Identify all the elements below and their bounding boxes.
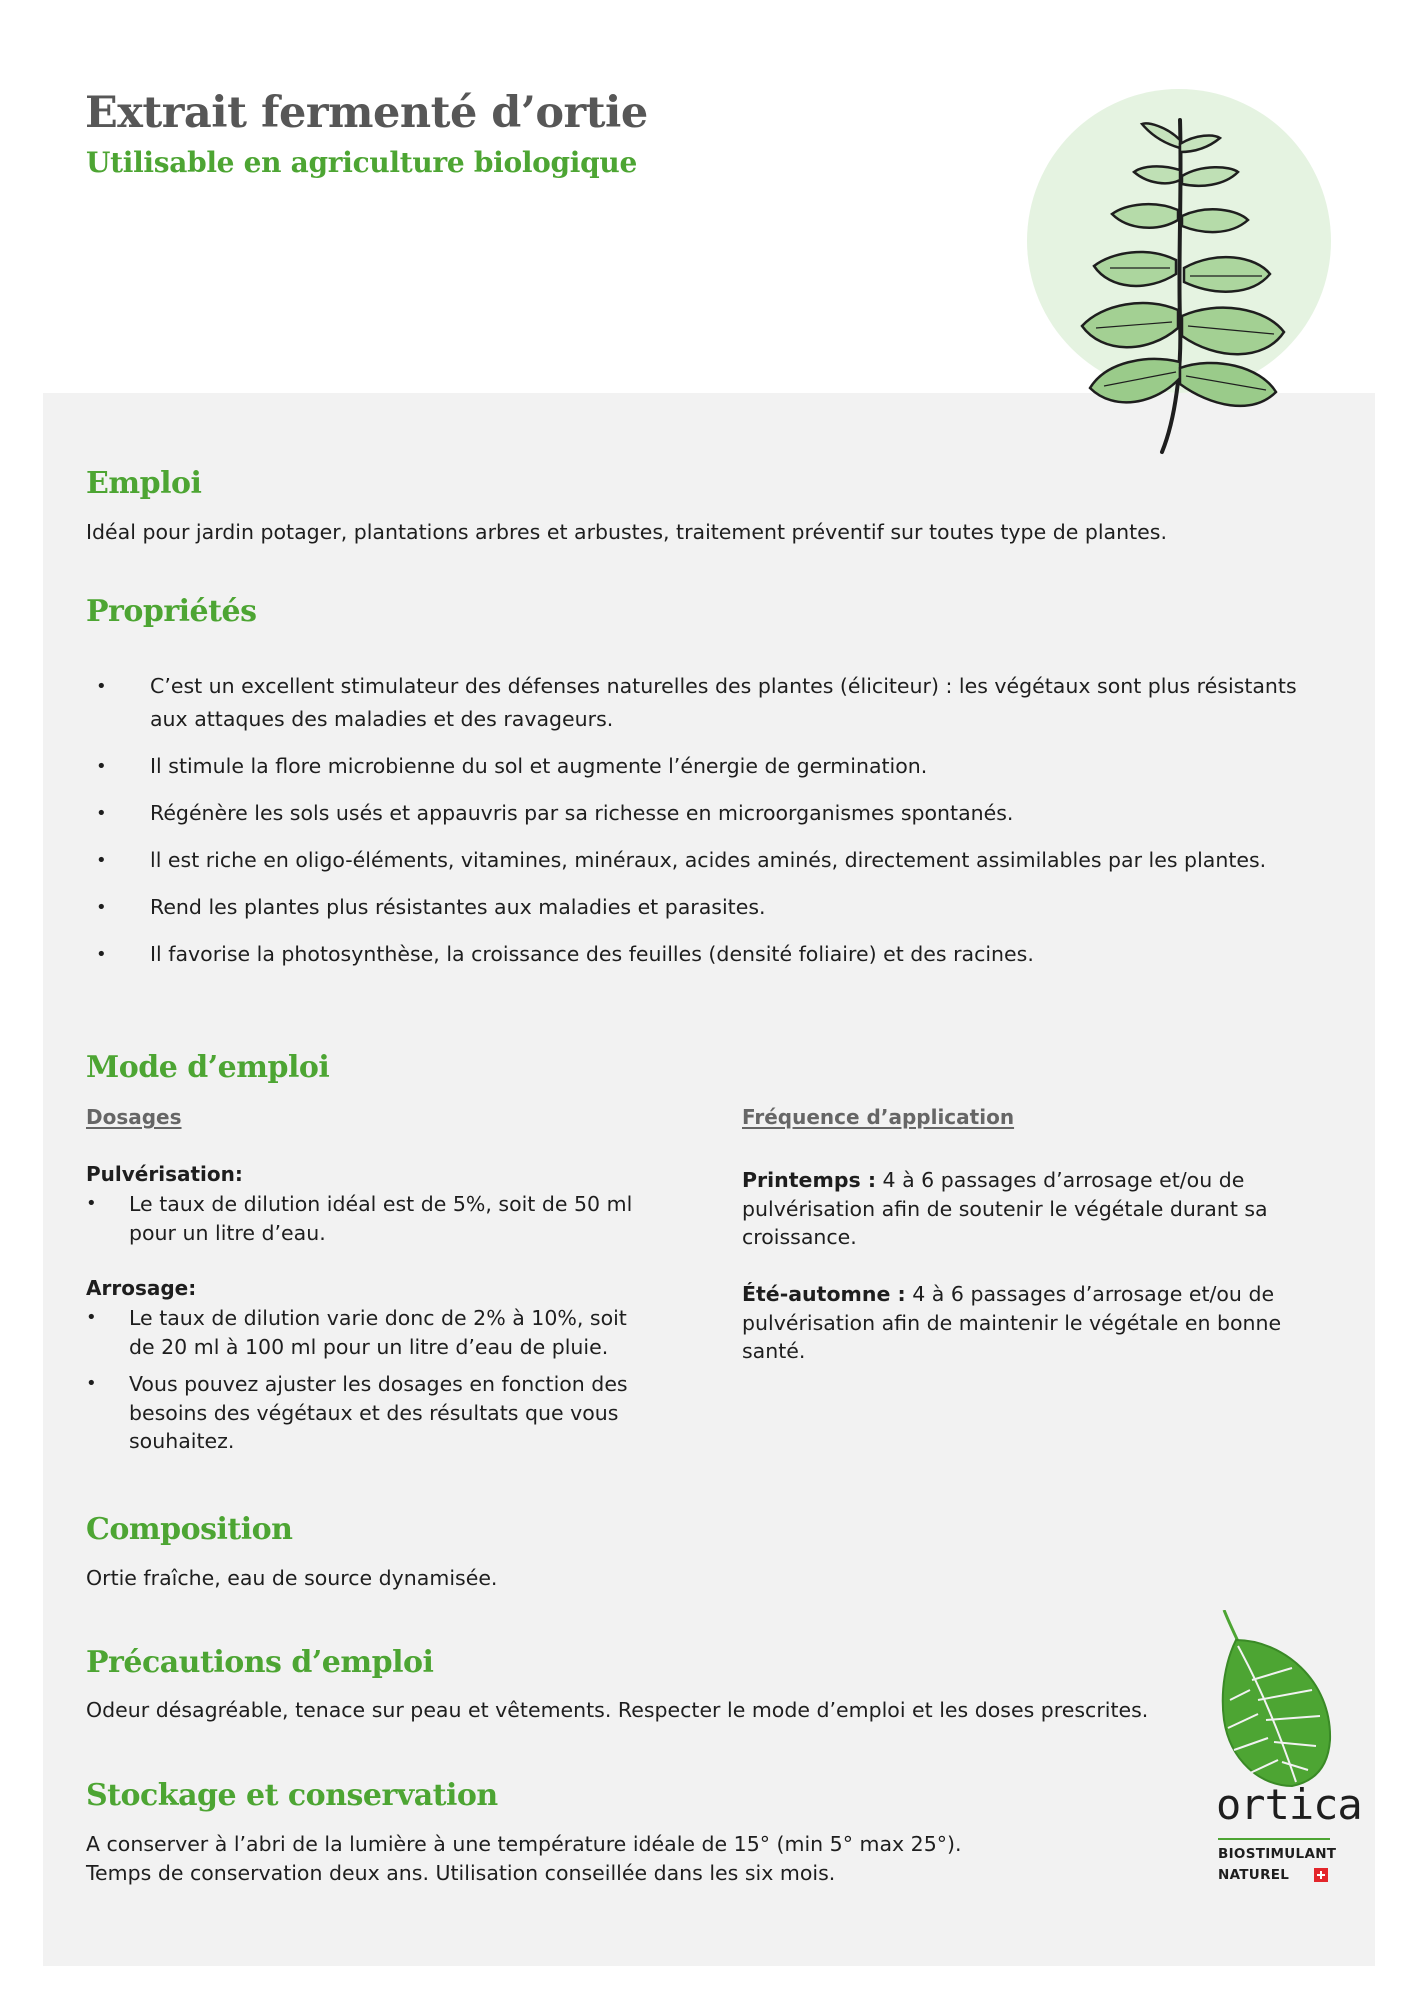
emploi-text: Idéal pour jardin potager, plantations arbres et arbustes, traitement préventif sur toutes type de plantes. <box>86 520 1167 544</box>
ete-automne-label: Été-automne : <box>742 1282 906 1306</box>
swiss-flag-icon <box>1314 1868 1328 1882</box>
list-item: • Il favorise la photosynthèse, la croissance des feuilles (densité foliaire) et des racines. <box>86 938 1316 971</box>
brand-tagline-1: BIOSTIMULANT <box>1218 1846 1337 1862</box>
pulverisation-label: Pulvérisation: <box>86 1162 243 1186</box>
ete-automne-text: 4 à 6 passages d’arrosage et/ou de pulvérisation afin de maintenir le végétale en bonne santé. <box>742 1282 1282 1363</box>
list-item: • ll est riche en oligo-éléments, vitamines, minéraux, acides aminés, directement assimilables par les plantes. <box>86 844 1316 877</box>
properties-list <box>86 670 1316 985</box>
printemps-text: 4 à 6 passages d’arrosage et/ou de pulvérisation afin de soutenir le végétale durant sa croissance. <box>742 1168 1268 1249</box>
list-item: • Vous pouvez ajuster les dosages en fonction des besoins des végétaux et des résultats que vous souhaitez. <box>86 1370 656 1456</box>
stockage-line-1: A conserver à l’abri de la lumière à une température idéale de 15° (min 5° max 25°). <box>86 1832 962 1856</box>
section-heading-precautions: Précautions d’emploi <box>86 1645 434 1680</box>
stockage-line-2: Temps de conservation deux ans. Utilisation conseillée dans les six mois. <box>86 1861 836 1885</box>
precautions-text: Odeur désagréable, tenace sur peau et vêtements. Respecter le mode d’emploi et les doses prescrites. <box>86 1698 1149 1722</box>
section-heading-emploi: Emploi <box>86 466 202 501</box>
frequence-ete-automne <box>742 1280 1342 1366</box>
section-heading-composition: Composition <box>86 1512 293 1547</box>
dosages-heading: Dosages <box>86 1105 182 1129</box>
section-heading-stockage: Stockage et conservation <box>86 1778 498 1813</box>
frequence-heading: Fréquence d’application <box>742 1105 1015 1129</box>
list-item: • Rend les plantes plus résistantes aux maladies et parasites. <box>86 891 1316 924</box>
brand-tagline-2: NATUREL <box>1218 1867 1290 1883</box>
list-item: • Le taux de dilution idéal est de 5%, soit de 50 ml pour un litre d’eau. <box>86 1190 656 1247</box>
page-subtitle: Utilisable en agriculture biologique <box>86 146 637 179</box>
list-item: • Régénère les sols usés et appauvris par sa richesse en microorganismes spontanés. <box>86 797 1316 830</box>
composition-text: Ortie fraîche, eau de source dynamisée. <box>86 1566 498 1590</box>
arrosage-label: Arrosage: <box>86 1276 197 1300</box>
nettle-plant-illustration-icon <box>1030 100 1330 460</box>
printemps-label: Printemps : <box>742 1168 877 1192</box>
pulverisation-list <box>86 1190 656 1256</box>
brand-name: ortica <box>1216 1780 1362 1829</box>
page-title: Extrait fermenté d’ortie <box>85 88 648 138</box>
list-item: • C’est un excellent stimulateur des défenses naturelles des plantes (éliciteur) : les végétaux sont plus résistants aux attaques des maladies et des ravageurs. <box>86 670 1316 736</box>
section-heading-mode-emploi: Mode d’emploi <box>86 1050 330 1085</box>
arrosage-list <box>86 1304 656 1465</box>
list-item: • Il stimule la flore microbienne du sol et augmente l’énergie de germination. <box>86 750 1316 783</box>
brand-divider <box>1218 1838 1330 1840</box>
section-heading-proprietes: Propriétés <box>86 594 257 629</box>
frequence-printemps <box>742 1166 1342 1252</box>
list-item: • Le taux de dilution varie donc de 2% à 10%, soit de 20 ml à 100 ml pour un litre d’eau de pluie. <box>86 1304 656 1361</box>
